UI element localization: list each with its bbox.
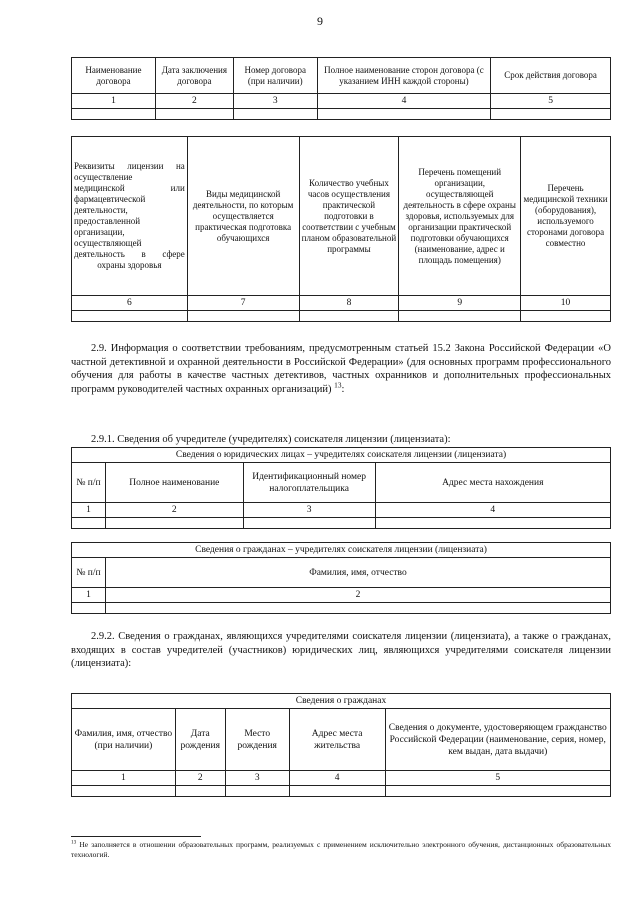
column-number: 7 [187,296,299,311]
header-row-number: № п/п [72,558,106,588]
column-number: 1 [72,771,176,786]
column-number: 3 [243,503,375,518]
header-taxpayer-id: Идентификационный номер налогоплательщика [243,463,375,503]
column-number: 3 [233,94,317,109]
column-number: 2 [105,503,243,518]
column-number: 10 [521,296,611,311]
column-number: 4 [317,94,491,109]
header-address: Адрес места нахождения [375,463,610,503]
column-number: 1 [72,503,106,518]
header-full-name: Фамилия, имя, отчество [105,558,610,588]
footnote-text: Не заполняется в отношении образовательных программ, реализуемых с применением исключительно электронного обучения, дистанционных образовательных технологий. [71,840,612,859]
column-number: 2 [105,588,610,603]
footnote-reference: 13 [334,380,342,389]
column-number: 2 [155,94,233,109]
table-row [72,786,611,797]
header-birth-place: Место рождения [225,709,289,771]
header-row-number: № п/п [72,463,106,503]
footnote-divider [71,836,201,837]
column-number: 4 [289,771,385,786]
section-2-9-paragraph [71,342,611,396]
column-number: 5 [385,771,611,786]
section-2-9-2-paragraph: 2.9.2. Сведения о гражданах, являющихся учредителями соискателя лицензии (лицензиата), а также о гражданах, входящих в состав учредителей (участников) юридических лиц, являющихся учредителями соискателя лицензии (лицензиата): [71,631,611,669]
column-number: 6 [72,296,188,311]
page-number: 9 [317,14,323,28]
footnote [71,840,611,860]
header-medical-activity-types: Виды медицинской деятельности, по которым осуществляется практическая подготовка обучающихся [187,137,299,296]
header-contract-number: Номер договора (при наличии) [233,58,317,94]
contract-table [71,57,611,120]
footnote-mark: 13 [71,839,77,846]
column-number: 9 [399,296,521,311]
header-birth-date: Дата рождения [175,709,225,771]
citizens-info-table [71,693,611,797]
table-row [72,311,611,322]
header-citizenship-document: Сведения о документе, удостоверяющем гражданство Российской Федерации (наименование, серия, номер, кем выдан, дата выдачи) [385,709,611,771]
header-full-name: Фамилия, имя, отчество (при наличии) [72,709,176,771]
citizen-founders-table [71,542,611,614]
table-row [72,603,611,614]
header-contract-parties: Полное наименование сторон договора (с указанием ИНН каждой стороны) [317,58,491,94]
header-full-name: Полное наименование [105,463,243,503]
table-title: Сведения о юридических лицах – учредителях соискателя лицензии (лицензиата) [72,448,611,463]
column-number: 5 [491,94,611,109]
table-title: Сведения о гражданах – учредителях соискателя лицензии (лицензиата) [72,543,611,558]
header-contract-name: Наименование договора [72,58,156,94]
section-2-9-colon: : [341,383,345,395]
header-license-details: Реквизиты лицензии на осуществление медицинской или фармацевтической деятельности, предоставленной организации, осуществляющей деятельность в сфере охраны здоровья [72,137,188,296]
section-2-9-text: 2.9. Информация о соответствии требованиям, предусмотренным статьей 15.2 Закона Российской Федерации «О частной детективной и охранной деятельности в Российской Федерации» (для основных программ профессионального обучения для работы в качестве частных детективов, частных охранников и дополнительных профессиональных программ руководителей частных охранных организаций) [71,343,611,395]
legal-entity-founders-table [71,447,611,529]
header-premises-list: Перечень помещений организации, осуществляющей деятельность в сфере охраны здоровья, используемых для организации практической подготовки обучающихся (наименование, адрес и площадь помещения) [399,137,521,296]
column-number: 1 [72,588,106,603]
column-number: 8 [299,296,399,311]
header-contract-term: Срок действия договора [491,58,611,94]
section-2-9-1-heading: 2.9.1. Сведения об учредителе (учредителях) соискателя лицензии (лицензиата): [91,434,451,445]
table-row [72,109,611,120]
header-equipment-list: Перечень медицинской техники (оборудования), используемого сторонами договора совместно [521,137,611,296]
header-training-hours: Количество учебных часов осуществления практической подготовки в соответствии с учебным планом образовательной программы [299,137,399,296]
table-row [72,518,611,529]
column-number: 3 [225,771,289,786]
medical-practice-table [71,136,611,322]
table-title: Сведения о гражданах [72,694,611,709]
column-number: 1 [72,94,156,109]
column-number: 4 [375,503,610,518]
column-number: 2 [175,771,225,786]
header-contract-date: Дата заключения договора [155,58,233,94]
header-residence-address: Адрес места жительства [289,709,385,771]
